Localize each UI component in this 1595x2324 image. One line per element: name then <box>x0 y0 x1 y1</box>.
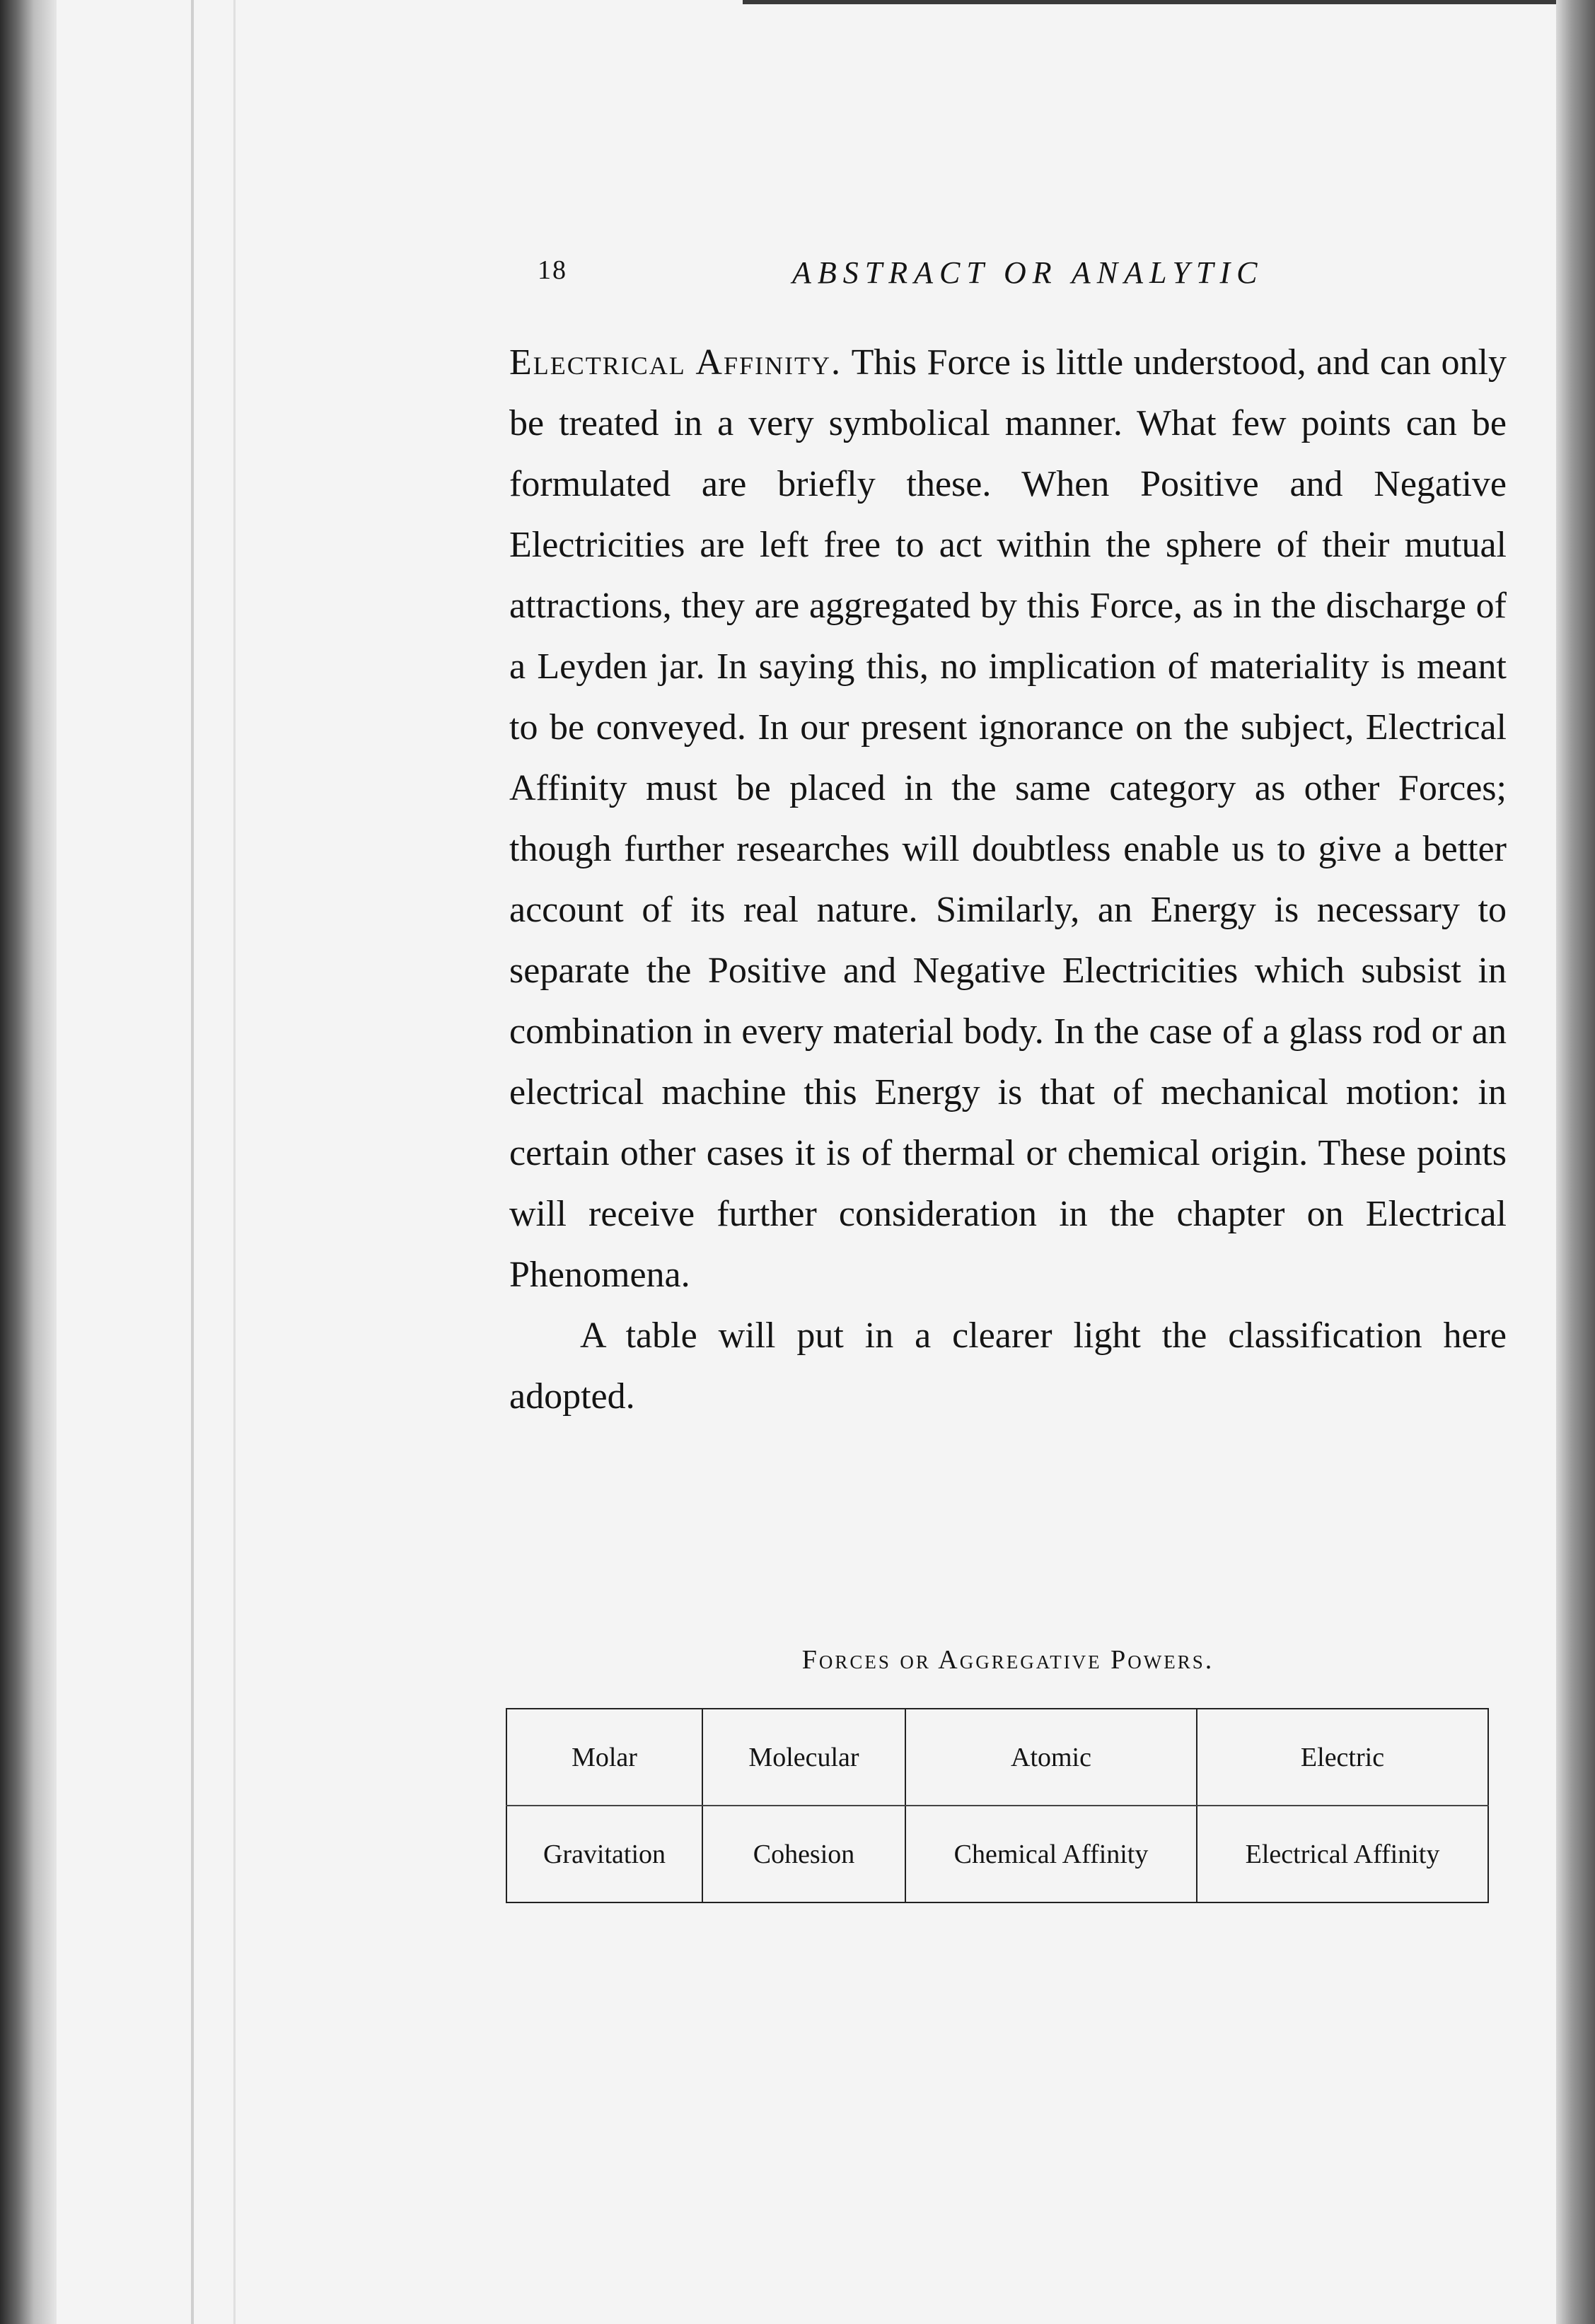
running-title: ABSTRACT OR ANALYTIC <box>792 255 1264 290</box>
section-heading: Electrical Affinity. <box>509 342 842 383</box>
table-cell: Cohesion <box>702 1806 905 1902</box>
table-cell: Electrical Affinity <box>1197 1806 1488 1902</box>
gutter-shadow-line <box>233 0 236 2324</box>
paragraph-text: This Force is little understood, and can only be treated in a very symbolical manner. What few points can be formulated are briefly these. When Positive and Negative Electricities are left free to act within the sphere of their mutual attractions, they are aggregated by this Force, as in the discharge of a Leyden jar. In saying this, no implication of materiality is meant to be conveyed. In our present ignorance on the subject, Electrical Affinity must be placed in the same category as other Forces; though further researches will doubtless enable us to give a better account of its real nature. Similarly, an Energy is necessary to separate the Positive and Negative Electricities which subsist in combination in every material body. In the case of a glass rod or an electrical machine this Energy is that of mechanical motion: in certain other cases it is of thermal or chemical origin. These points will receive further consideration in the chapter on Electrical Phenomena. <box>509 342 1507 1295</box>
running-head <box>538 255 1528 297</box>
table-header-cell: Molar <box>506 1709 702 1806</box>
page-top-edge <box>743 0 1556 4</box>
table-header-cell: Molecular <box>702 1709 905 1806</box>
body-text <box>509 332 1507 1427</box>
paragraph <box>509 332 1507 1306</box>
table-header-cell: Atomic <box>905 1709 1197 1806</box>
table-cell: Chemical Affinity <box>905 1806 1197 1902</box>
table-row <box>506 1806 1488 1902</box>
table-header-cell: Electric <box>1197 1709 1488 1806</box>
page-number: 18 <box>538 255 567 285</box>
page-right-edge <box>1556 0 1595 2324</box>
table-header-row <box>506 1709 1488 1806</box>
gutter-shadow-line <box>191 0 194 2324</box>
table-cell: Gravitation <box>506 1806 702 1902</box>
table-caption: Forces or Aggregative Powers. <box>801 1645 1214 1675</box>
book-gutter <box>0 0 57 2324</box>
forces-table <box>506 1708 1489 1903</box>
paragraph: A table will put in a clearer light the classification here adopted. <box>509 1315 1507 1417</box>
